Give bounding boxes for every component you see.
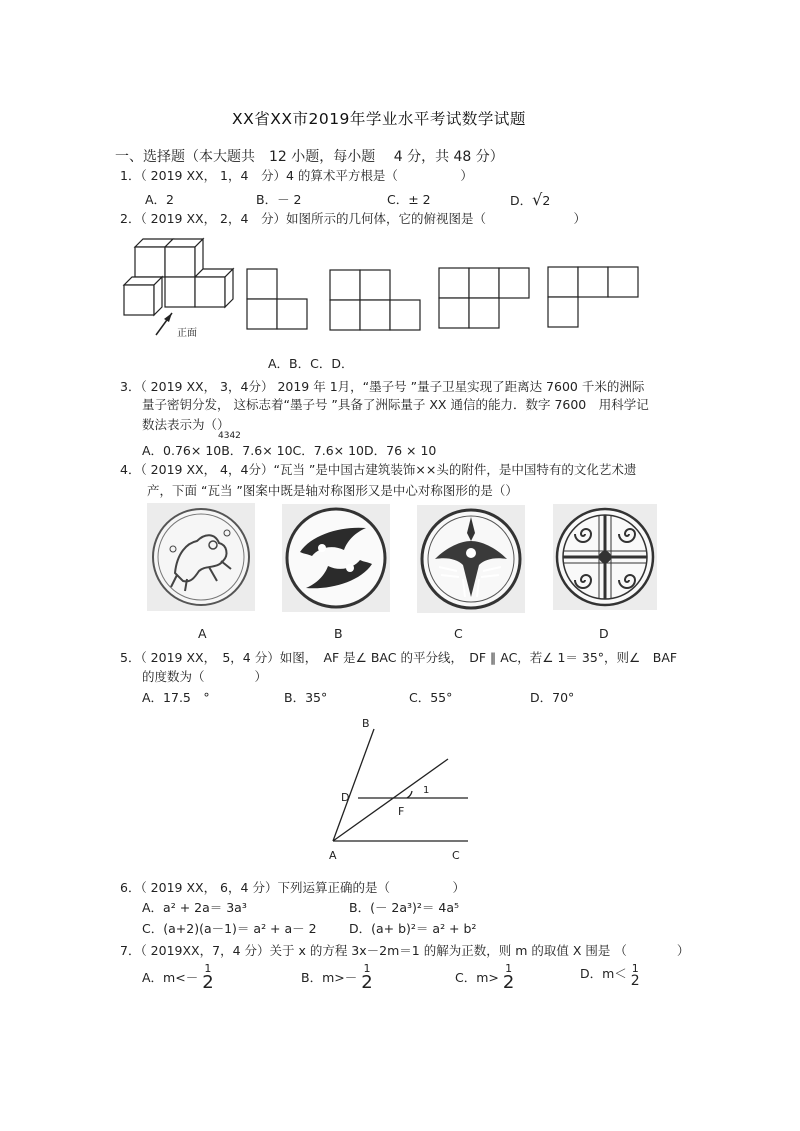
q2-option-a-figure [246,268,310,332]
q2-cube-stack-figure [120,233,238,343]
q5-option-d: D．70° [530,690,575,705]
q4-line-1: 4．（ 2019 XX， 4，4分）“瓦当 ”是中国古建筑装饰××头的附件，是中国特有的文化艺术遗 [120,462,637,477]
q6-option-c: C．(a+2)(a－1)＝ a² + a－ 2 [142,921,317,936]
line-ab [333,729,374,841]
q2-front-label: 正面 [177,328,197,339]
q2-options-labels: A．B．C．D． [268,356,354,371]
line-af [333,759,448,841]
q7-option-c: C．m> 1 2 [455,962,515,993]
q1-option-a: A．2 [145,192,175,207]
q6-option-a: A．a² + 2a＝ 3a³ [142,900,247,915]
label-b: B [362,717,370,730]
q4-tile-c-image [417,505,525,613]
q7-option-a: A．m<－ 1 2 [142,962,214,993]
q7-stem: 7．（ 2019XX，7，4 分）关于 x 的方程 3x－2m＝1 的解为正数，则 m 的取值 X 围是 （ ） [120,943,690,958]
label-d: D [341,791,350,804]
q7-option-d: D．m＜ 1 2 [580,962,640,989]
fraction-denominator: 2 [202,972,214,993]
q1-stem: 1．（ 2019 XX， 1，4 分）4 的算术平方根是（ ） [120,168,473,183]
q1-option-d-prefix: D． [510,193,533,208]
fraction-denominator: 2 [361,972,373,993]
q4-line-2: 产，下面 “瓦当 ”图案中既是轴对称图形又是中心对称图形的是（） [147,483,518,498]
q1-option-d [510,190,550,209]
q4-label-a: A [198,626,207,641]
q6-option-d: D．(a+ b)²＝ a² + b² [349,921,477,936]
label-a: A [329,849,337,862]
fraction-denominator: 2 [630,973,640,989]
page-title: XX省XX市2019年学业水平考试数学试题 [232,110,526,128]
fraction-numerator: 1 [505,962,513,975]
q1-option-d-radicand: 2 [542,193,551,208]
q3-exponents: 4342 [218,431,241,441]
q1-option-c: C．± 2 [387,192,431,207]
q3-line-3: 数法表示为（） [142,417,230,432]
q5-line-2: 的度数为（ ） [142,669,268,684]
q3-line-2: 量子密钥分发， 这标志着“墨子号 ”具备了洲际量子 XX 通信的能力．数字 7600 用科学记 [142,397,649,412]
sqrt-icon: √ [532,190,543,209]
q4-tile-d-image [553,504,657,610]
q6-option-b: B．(－ 2a³)²＝ 4a⁵ [349,900,460,915]
label-c: C [452,849,460,862]
label-angle-1: 1 [423,785,430,796]
q4-label-b: B [334,626,343,641]
q2-stem: 2．（ 2019 XX， 2，4 分）如图所示的几何体，它的俯视图是（ ） [120,211,586,226]
section-heading: 一、选择题（本大题共 12 小题，每小题 4 分，共 48 分） [115,149,504,165]
q4-tile-b-image [282,504,390,612]
q4-label-d: D [599,626,609,641]
q5-option-a: A．17.5 ° [142,690,210,705]
q2-option-c-figure [438,267,532,331]
q6-stem: 6．（ 2019 XX， 6，4 分）下列运算正确的是（ ） [120,880,465,895]
q2-option-d-figure [547,266,641,330]
q7-option-b: B．m>－ 1 2 [301,962,373,993]
q4-tile-a-image [147,503,255,611]
q2-option-b-figure [329,269,423,333]
q4-label-c: C [454,626,463,641]
q3-line-1: 3．（ 2019 XX， 3，4分） 2019 年 1月，“墨子号 ”量子卫星实现了距离达 7600 千米的洲际 [120,379,645,394]
q5-option-c: C．55° [409,690,453,705]
q5-line-1: 5．（ 2019 XX， 5，4 分）如图， AF 是∠ BAC 的平分线， DF ∥ AC，若∠ 1＝ 35°，则∠ BAF [120,650,678,665]
q5-geometry-figure [320,715,480,865]
label-f: F [398,805,405,818]
fraction-numerator: 1 [204,962,212,975]
q3-options: A．0.76× 10B．7.6× 10C．7.6× 10D．76 × 10 [142,443,437,458]
fraction-numerator: 1 [363,962,371,975]
fraction-numerator: 1 [631,962,639,975]
q5-option-b: B．35° [284,690,328,705]
fraction-denominator: 2 [502,972,515,993]
q1-option-b: B．－ 2 [256,192,302,207]
